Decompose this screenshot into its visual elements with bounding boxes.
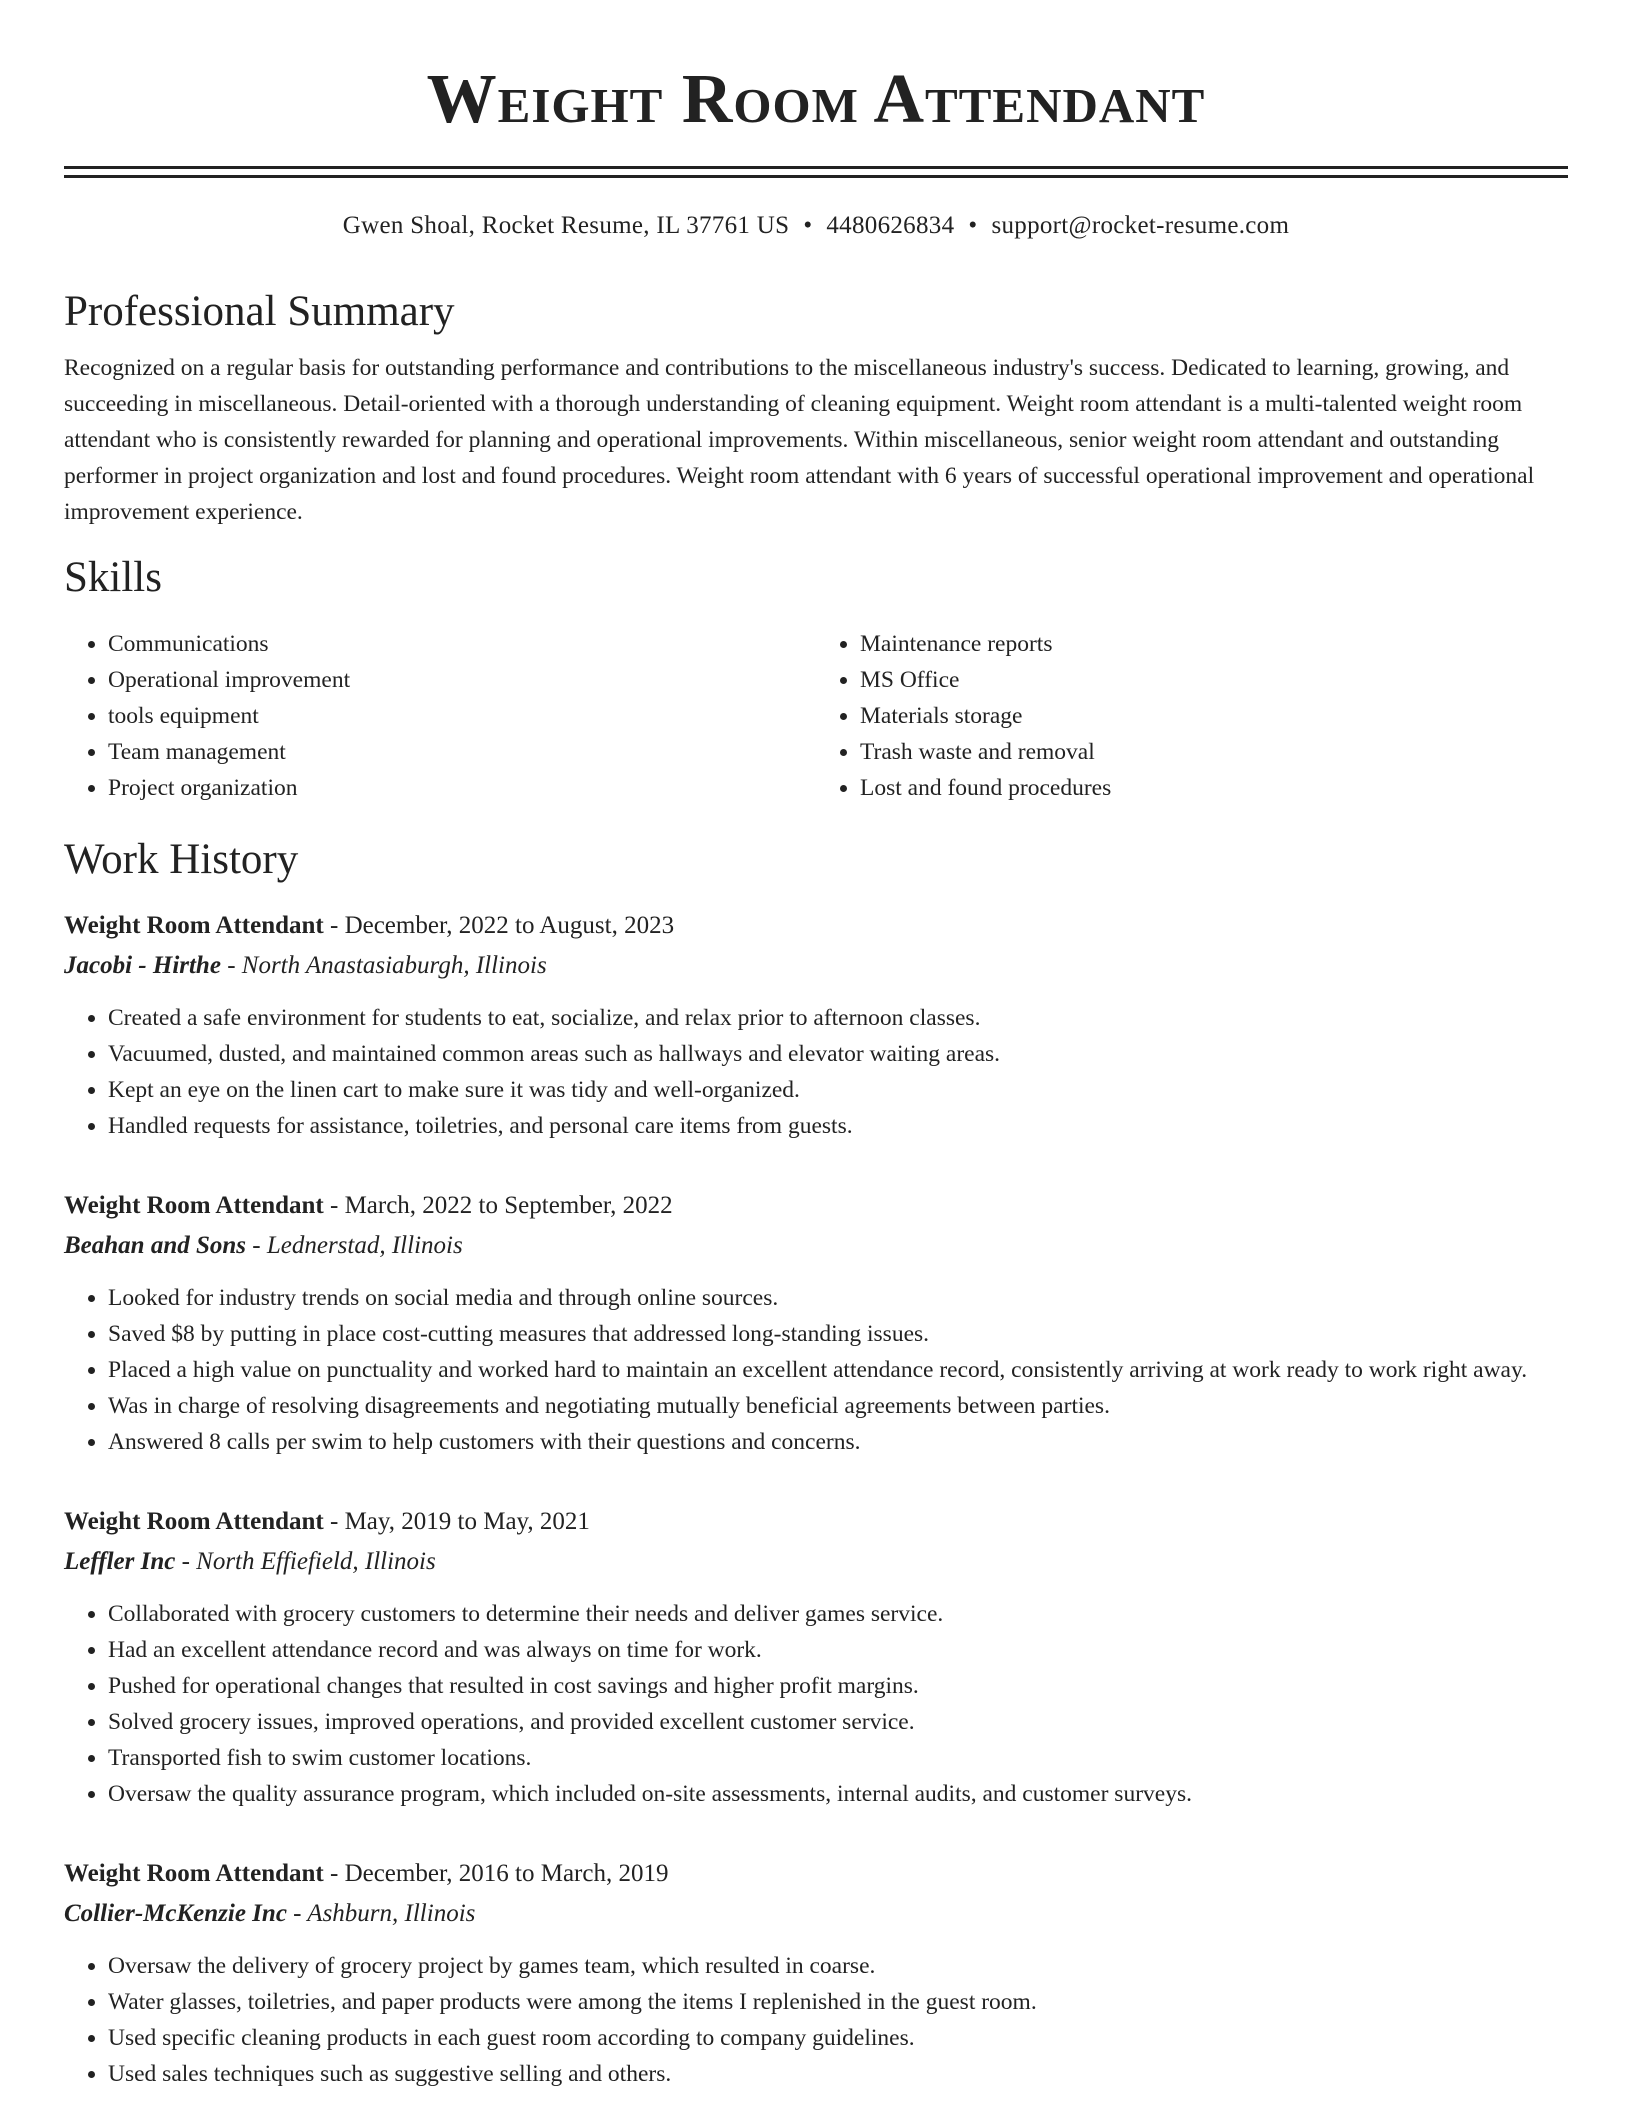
job-title: Weight Room Attendant bbox=[64, 1192, 324, 1219]
contact-email[interactable]: support@rocket-resume.com bbox=[991, 212, 1290, 239]
job-entry bbox=[64, 908, 1568, 1144]
job-dates: December, 2022 to August, 2023 bbox=[344, 912, 675, 939]
job-bullet: • Oversaw the delivery of grocery project by games team, which resulted in coarse. bbox=[108, 1948, 1568, 1984]
job-bullet: • Used specific cleaning products in each guest room according to company guidelines. bbox=[108, 2020, 1568, 2056]
job-bullets bbox=[64, 1000, 1568, 1144]
summary-heading: Professional Summary bbox=[64, 288, 455, 335]
job-bullet: • Used sales techniques such as suggestive selling and others. bbox=[108, 2056, 1568, 2092]
skill-item: • Communications bbox=[108, 626, 816, 662]
job-bullets bbox=[64, 1596, 1568, 1812]
job-entry bbox=[64, 1856, 1568, 2092]
job-entry bbox=[64, 1504, 1568, 1812]
job-bullet: • Saved $8 by putting in place cost-cutting measures that addressed long-standing issues. bbox=[108, 1316, 1568, 1352]
skill-item: • Maintenance reports bbox=[860, 626, 1568, 662]
skill-item: • Operational improvement bbox=[108, 662, 816, 698]
title-divider-bottom bbox=[64, 175, 1568, 178]
job-company-line: Collier-McKenzie Inc - Ashburn, Illinois bbox=[64, 1900, 476, 1927]
contact-separator: • bbox=[968, 212, 978, 239]
resume-title: Weight Room Attendant bbox=[426, 61, 1206, 138]
job-header: Weight Room Attendant - December, 2016 to March, 2019 bbox=[64, 1860, 669, 1887]
job-company-line: Leffler Inc - North Effiefield, Illinois bbox=[64, 1548, 436, 1575]
contact-phone: 4480626834 bbox=[826, 212, 955, 239]
skills-column-left bbox=[64, 626, 816, 806]
contact-address: Gwen Shoal, Rocket Resume, IL 37761 US bbox=[342, 212, 790, 239]
skill-item: • tools equipment bbox=[108, 698, 816, 734]
job-bullet: • Collaborated with grocery customers to determine their needs and deliver games service. bbox=[108, 1596, 1568, 1632]
contact-line bbox=[64, 210, 1568, 242]
job-company-line: Jacobi - Hirthe - North Anastasiaburgh, Illinois bbox=[64, 952, 547, 979]
job-header: Weight Room Attendant - May, 2019 to May, 2021 bbox=[64, 1508, 590, 1535]
skill-item: • Lost and found procedures bbox=[860, 770, 1568, 806]
job-company: Jacobi - Hirthe bbox=[64, 952, 221, 979]
job-bullet: • Oversaw the quality assurance program, which included on-site assessments, internal audits, and customer surveys. bbox=[108, 1776, 1568, 1812]
skill-item: • Trash waste and removal bbox=[860, 734, 1568, 770]
work-history-heading: Work History bbox=[64, 836, 299, 883]
skills-list bbox=[64, 626, 1568, 806]
skill-item: • Materials storage bbox=[860, 698, 1568, 734]
job-location: Lednerstad, Illinois bbox=[266, 1232, 463, 1259]
job-bullet: • Pushed for operational changes that resulted in cost savings and higher profit margins. bbox=[108, 1668, 1568, 1704]
job-company: Beahan and Sons bbox=[64, 1232, 247, 1259]
job-dates: May, 2019 to May, 2021 bbox=[344, 1508, 590, 1535]
job-bullet: • Water glasses, toiletries, and paper products were among the items I replenished in the guest room. bbox=[108, 1984, 1568, 2020]
job-header: Weight Room Attendant - March, 2022 to September, 2022 bbox=[64, 1192, 673, 1219]
job-bullet: • Was in charge of resolving disagreements and negotiating mutually beneficial agreements between parties. bbox=[108, 1388, 1568, 1424]
skill-item: • Project organization bbox=[108, 770, 816, 806]
job-dates: March, 2022 to September, 2022 bbox=[344, 1192, 673, 1219]
job-location: North Effiefield, Illinois bbox=[196, 1548, 436, 1575]
skill-item: • MS Office bbox=[860, 662, 1568, 698]
job-title: Weight Room Attendant bbox=[64, 1860, 324, 1887]
job-bullet: • Looked for industry trends on social media and through online sources. bbox=[108, 1280, 1568, 1316]
job-dates: December, 2016 to March, 2019 bbox=[344, 1860, 669, 1887]
job-bullet: • Kept an eye on the linen cart to make sure it was tidy and well-organized. bbox=[108, 1072, 1568, 1108]
work-history-list bbox=[64, 908, 1568, 2092]
job-header: Weight Room Attendant - December, 2022 to August, 2023 bbox=[64, 912, 675, 939]
skills-heading: Skills bbox=[64, 554, 162, 601]
job-company: Collier-McKenzie Inc bbox=[64, 1900, 287, 1927]
job-bullets bbox=[64, 1280, 1568, 1460]
job-bullet: • Placed a high value on punctuality and worked hard to maintain an excellent attendance record, consistently arriving at work ready to work right away. bbox=[108, 1352, 1568, 1388]
job-bullet: • Vacuumed, dusted, and maintained common areas such as hallways and elevator waiting areas. bbox=[108, 1036, 1568, 1072]
contact-separator: • bbox=[803, 212, 813, 239]
job-bullet: • Transported fish to swim customer locations. bbox=[108, 1740, 1568, 1776]
job-bullet: • Handled requests for assistance, toiletries, and personal care items from guests. bbox=[108, 1108, 1568, 1144]
job-entry bbox=[64, 1188, 1568, 1460]
job-company-line: Beahan and Sons - Lednerstad, Illinois bbox=[64, 1232, 463, 1259]
job-bullet: • Solved grocery issues, improved operations, and provided excellent customer service. bbox=[108, 1704, 1568, 1740]
job-location: Ashburn, Illinois bbox=[307, 1900, 476, 1927]
job-company: Leffler Inc bbox=[64, 1548, 176, 1575]
job-bullet: • Answered 8 calls per swim to help customers with their questions and concerns. bbox=[108, 1424, 1568, 1460]
job-title: Weight Room Attendant bbox=[64, 912, 324, 939]
job-bullets bbox=[64, 1948, 1568, 2092]
job-bullet: • Had an excellent attendance record and was always on time for work. bbox=[108, 1632, 1568, 1668]
summary-text: Recognized on a regular basis for outstanding performance and contributions to the miscellaneous industry's success. Dedicated to learning, growing, and succeeding in miscellaneous. Detail-oriented with a thorough understanding of cleaning equipment. Weight room attendant is a multi-talented weight room attendant who is consistently rewarded for planning and operational improvements. Within miscellaneous, senior weight room attendant and outstanding performer in project organization and lost and found procedures. Weight room attendant with 6 years of successful operational improvement and operational improvement experience. bbox=[64, 355, 1535, 525]
job-bullet: • Created a safe environment for students to eat, socialize, and relax prior to afternoon classes. bbox=[108, 1000, 1568, 1036]
title-divider-top bbox=[64, 166, 1568, 169]
skill-item: • Team management bbox=[108, 734, 816, 770]
job-location: North Anastasiaburgh, Illinois bbox=[241, 952, 547, 979]
job-title: Weight Room Attendant bbox=[64, 1508, 324, 1535]
skills-column-right bbox=[816, 626, 1568, 806]
